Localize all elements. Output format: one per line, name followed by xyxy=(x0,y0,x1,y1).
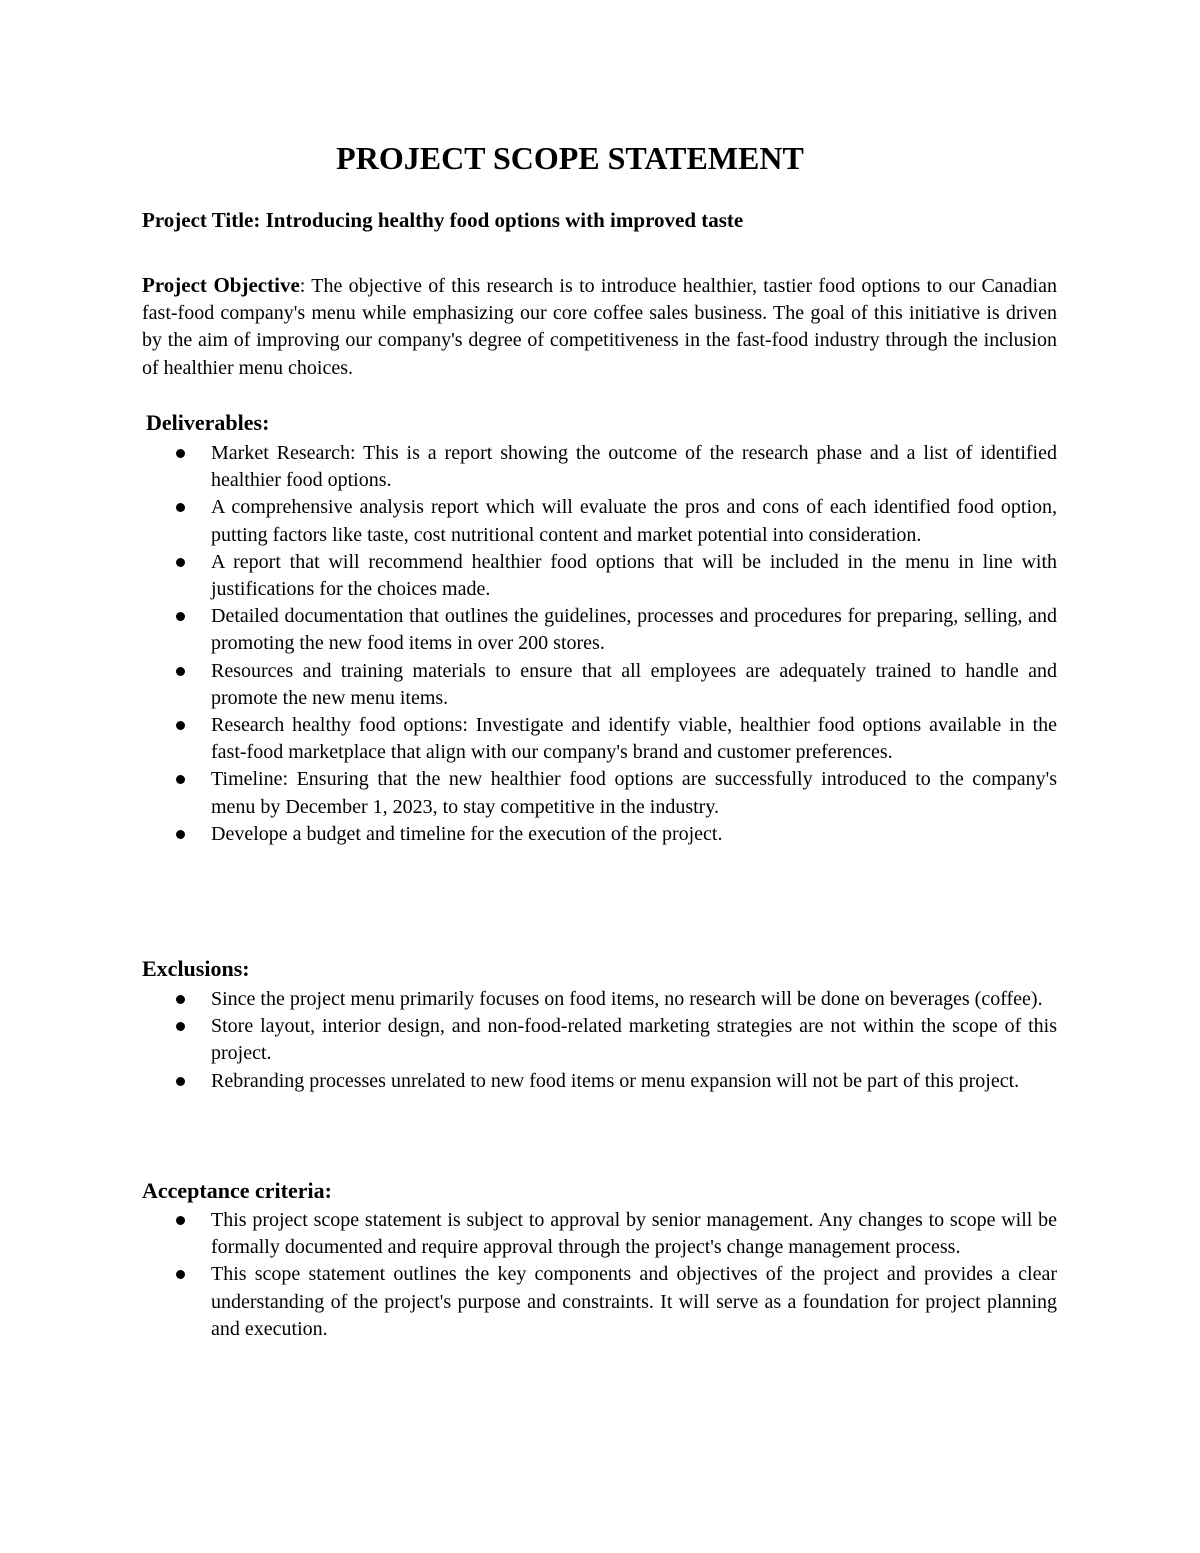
list-item: Market Research: This is a report showing the outcome of the research phase and a list of identified healthier food options. xyxy=(211,440,1057,494)
list-item: This scope statement outlines the key components and objectives of the project and provides a clear understanding of the project's purpose and constraints. It will serve as a foundation for project planning and execution. xyxy=(211,1261,1057,1343)
exclusions-heading: Exclusions: xyxy=(142,956,250,981)
bullet-icon xyxy=(176,503,185,512)
acceptance-list xyxy=(211,1207,1057,1343)
bullet-icon xyxy=(176,1077,185,1086)
list-item: Develope a budget and timeline for the execution of the project. xyxy=(211,821,1057,848)
list-item: Since the project menu primarily focuses on food items, no research will be done on beverages (coffee). xyxy=(211,986,1057,1013)
bullet-icon xyxy=(176,558,185,567)
document-title: PROJECT SCOPE STATEMENT xyxy=(336,140,804,176)
project-title: Project Title: Introducing healthy food options with improved taste xyxy=(142,208,744,232)
list-item: Timeline: Ensuring that the new healthier food options are successfully introduced to the company's menu by December 1, 2023, to stay competitive in the industry. xyxy=(211,766,1057,820)
list-item: A comprehensive analysis report which will evaluate the pros and cons of each identified food option, putting factors like taste, cost nutritional content and market potential into consideration. xyxy=(211,494,1057,548)
bullet-icon xyxy=(176,667,185,676)
objective-text: : The objective of this research is to introduce healthier, tastier food options to our Canadian fast-food company's menu while emphasizing our core coffee sales business. The goal of this initiative is driven by the aim of improving our company's degree of competitiveness in the fast-food industry through the inclusion of healthier menu choices. xyxy=(142,275,1057,379)
bullet-icon xyxy=(176,830,185,839)
project-objective xyxy=(142,272,1057,382)
bullet-icon xyxy=(176,1216,185,1225)
objective-label: Project Objective xyxy=(142,273,300,297)
bullet-icon xyxy=(176,1022,185,1031)
list-item: Rebranding processes unrelated to new food items or menu expansion will not be part of this project. xyxy=(211,1068,1057,1095)
list-item: Store layout, interior design, and non-food-related marketing strategies are not within the scope of this project. xyxy=(211,1013,1057,1067)
bullet-icon xyxy=(176,1270,185,1279)
deliverables-list xyxy=(211,440,1057,848)
list-item: Research healthy food options: Investigate and identify viable, healthier food options available in the fast-food marketplace that align with our company's brand and customer preferences. xyxy=(211,712,1057,766)
list-item: Resources and training materials to ensure that all employees are adequately trained to handle and promote the new menu items. xyxy=(211,658,1057,712)
deliverables-heading: Deliverables: xyxy=(146,410,270,435)
bullet-icon xyxy=(176,995,185,1004)
list-item: Detailed documentation that outlines the guidelines, processes and procedures for preparing, selling, and promoting the new food items in over 200 stores. xyxy=(211,603,1057,657)
exclusions-list xyxy=(211,986,1057,1095)
bullet-icon xyxy=(176,721,185,730)
acceptance-heading: Acceptance criteria: xyxy=(142,1178,332,1203)
bullet-icon xyxy=(176,612,185,621)
bullet-icon xyxy=(176,775,185,784)
list-item: A report that will recommend healthier food options that will be included in the menu in line with justifications for the choices made. xyxy=(211,549,1057,603)
bullet-icon xyxy=(176,449,185,458)
list-item: This project scope statement is subject to approval by senior management. Any changes to scope will be formally documented and require approval through the project's change management process. xyxy=(211,1207,1057,1261)
